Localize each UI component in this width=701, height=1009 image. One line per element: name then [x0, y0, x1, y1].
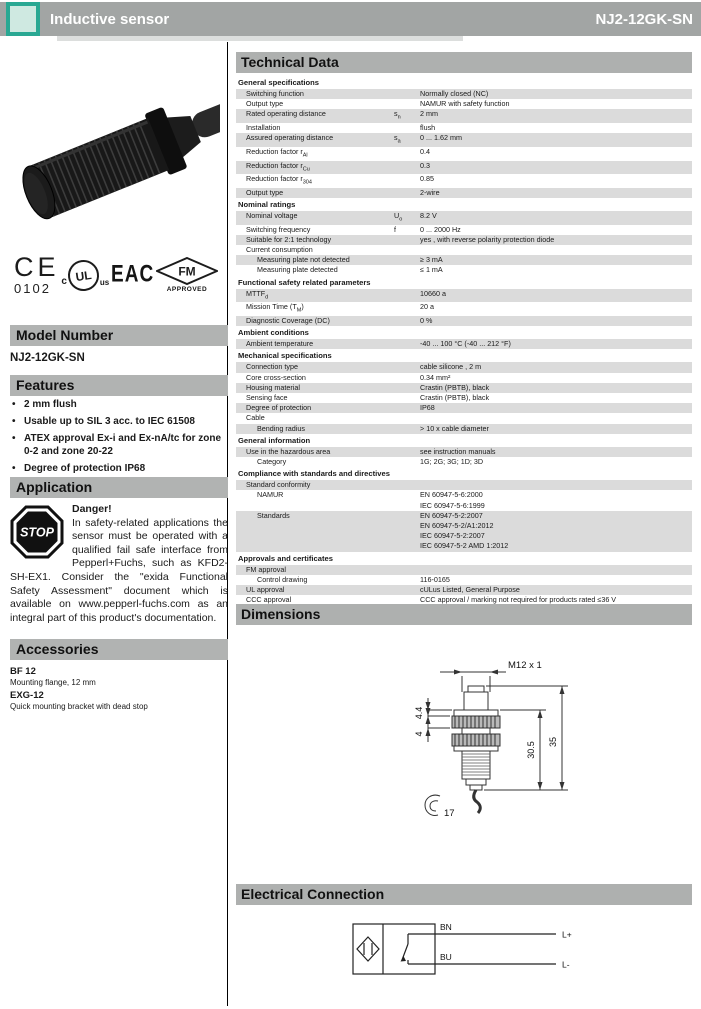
table-row [236, 255, 692, 265]
row-symbol [394, 565, 420, 575]
row-label: Reduction factor $r_{Al}$ [246, 146, 308, 159]
dim-30-5-label: 30.5 [526, 741, 536, 759]
table-row [236, 109, 692, 123]
row-label: Standards [257, 510, 290, 520]
feature-item: • ATEX approval Ex-i and Ex-nA/tc for zone 0-2 and zone 20-22 [10, 433, 228, 458]
dim-4-4-label: 4.4 [414, 706, 424, 720]
table-row [236, 373, 692, 383]
row-value [420, 123, 692, 133]
row-symbol [394, 575, 420, 585]
dim-35-label: 35 [548, 736, 558, 748]
row-label: Housing material [246, 382, 300, 392]
row-label: Installation [246, 123, 281, 133]
row-symbol [394, 457, 420, 467]
row-label: Standard conformity [246, 480, 311, 490]
row-value-line: 116-0165 [420, 574, 450, 584]
row-symbol [394, 235, 420, 245]
table-row [236, 339, 692, 349]
row-value-line: ≥ 3 mA [420, 255, 443, 265]
row-value-line: IP68 [420, 403, 435, 413]
table-row [236, 447, 692, 457]
fm-letters: FM [178, 264, 196, 279]
row-value [420, 235, 692, 245]
page-header [0, 2, 701, 36]
electrical-connection-diagram [338, 910, 618, 990]
row-value-line: yes , with reverse polarity protection diode [420, 234, 555, 244]
danger-title: Danger! [72, 503, 112, 515]
row-value [420, 289, 692, 303]
row-value-line: 0.4 [420, 146, 430, 156]
row-value-line: IEC 60947-5-2:2007 [420, 531, 485, 541]
row-value [420, 490, 692, 510]
table-row [236, 490, 692, 510]
row-value-line: cULus Listed, General Purpose [420, 585, 520, 595]
dimensions-section-header: Dimensions [236, 604, 692, 625]
row-label: Measuring plate not detected [257, 255, 350, 265]
row-value-line: Normally closed (NC) [420, 89, 489, 98]
table-group-header: Ambient conditions [238, 328, 309, 338]
row-value-line: 2 mm [420, 109, 438, 119]
row-value [420, 565, 692, 575]
table-row [236, 511, 692, 552]
ul-us-label: us [99, 277, 110, 287]
accessories-list [10, 663, 228, 711]
table-group-header: Functional safety related parameters [238, 277, 371, 287]
row-value-line: Crastin (PBTB), black [420, 382, 490, 392]
table-row [236, 235, 692, 245]
row-value-line: IEC 60947-5-6:1999 [420, 500, 485, 510]
row-value-line: 0 ... 1.62 mm [420, 133, 462, 143]
header-model-number: NJ2-12GK-SN [595, 10, 693, 28]
row-value [420, 403, 692, 413]
stop-icon-label: STOP [20, 525, 54, 540]
table-row [236, 585, 692, 595]
row-value [420, 511, 692, 552]
accessories-section-header: Accessories [10, 639, 228, 660]
table-row [236, 174, 692, 188]
table-row [236, 393, 692, 403]
row-value-line: 0 ... 2000 Hz [420, 224, 461, 234]
table-row [236, 316, 692, 326]
row-label: Ambient temperature [246, 339, 314, 349]
ce-notified-body-code: 0102 [14, 281, 51, 296]
row-label: Output type [246, 187, 284, 197]
row-label: Mission Time $(T_M)$ [246, 302, 304, 314]
row-symbol [394, 316, 420, 326]
certification-logos [14, 246, 218, 304]
row-label: Bending radius [257, 423, 305, 433]
row-symbol [394, 174, 420, 188]
wire-bn-label: BN [440, 922, 452, 932]
table-row [236, 424, 692, 434]
row-value-line: -40 ... 100 °C (-40 ... 212 °F) [420, 339, 511, 349]
row-symbol [394, 585, 420, 595]
terminal-lplus-label: L+ [562, 929, 572, 940]
table-row [236, 147, 692, 161]
model-number-value: NJ2-12GK-SN [10, 352, 85, 364]
row-value [420, 339, 692, 349]
row-value-line: 8.2 V [420, 211, 437, 221]
fm-diamond-icon [156, 257, 218, 285]
table-row [236, 413, 692, 423]
row-symbol [394, 161, 420, 175]
row-value [420, 413, 692, 423]
row-symbol [394, 289, 420, 303]
row-symbol: $s_a$ [394, 133, 401, 145]
row-symbol [394, 413, 420, 423]
table-row [236, 265, 692, 275]
row-label: Switching function [246, 89, 304, 98]
row-symbol [394, 339, 420, 349]
accessory-description: Quick mounting bracket with dead stop [10, 702, 148, 711]
row-label: Connection type [246, 362, 298, 372]
row-value-line: EN 60947-5-2/A1:2012 [420, 521, 494, 530]
row-symbol [394, 403, 420, 413]
namur-sensor-symbol [357, 937, 379, 961]
row-value [420, 89, 692, 99]
row-symbol [394, 362, 420, 372]
row-value [420, 424, 692, 434]
row-value [420, 161, 692, 175]
row-value-line: 20 a [420, 302, 434, 312]
table-group-header: Mechanical specifications [238, 351, 332, 361]
row-label: Diagnostic Coverage (DC) [246, 315, 330, 325]
row-symbol [394, 255, 420, 265]
accessory-description: Mounting flange, 12 mm [10, 678, 96, 687]
wire-bu-label: BU [440, 952, 452, 962]
feature-item: • 2 mm flush [10, 399, 228, 412]
row-symbol [394, 490, 420, 510]
dim-4-label: 4 [414, 731, 424, 737]
header-shadow-strip [57, 36, 463, 41]
row-value-line: flush [420, 123, 436, 133]
ul-c-label: c [61, 275, 67, 287]
row-label: FM approval [246, 564, 286, 574]
row-value-line: > 10 x cable diameter [420, 423, 489, 433]
row-value-line: cable silicone , 2 m [420, 362, 482, 372]
fm-mark [156, 257, 218, 293]
table-row [236, 575, 692, 585]
table-row [236, 457, 692, 467]
table-group-header: Approvals and certificates [238, 553, 333, 563]
row-label: Current consumption [246, 245, 313, 255]
row-value-line: Crastin (PBTB), black [420, 392, 490, 402]
row-value [420, 99, 692, 109]
ul-mark [61, 260, 109, 291]
row-value [420, 362, 692, 372]
row-label: Suitable for 2:1 technology [246, 234, 332, 244]
row-value-line: NAMUR with safety function [420, 99, 510, 109]
technical-data-section-header: Technical Data [236, 52, 692, 73]
row-value-line: 0 % [420, 315, 433, 325]
table-row [236, 565, 692, 575]
application-text: In safety-related applications the sensor must be operated with a qualified fail safe interface from Pepperl+Fuchs, such as KFD2-SH-EX1. Consider the "exida Functional Safety Assessment" document which is available on www.pepperl-fuchs.com as an integral part of this product's documentation. [10, 516, 228, 624]
table-row [236, 289, 692, 303]
row-symbol [394, 188, 420, 198]
row-value [420, 147, 692, 161]
row-value [420, 109, 692, 123]
table-group-header: Nominal ratings [238, 200, 296, 210]
features-list [10, 399, 228, 480]
ce-mark-letters: CE [14, 252, 60, 282]
row-symbol [394, 393, 420, 403]
row-value-line: 2-wire [420, 187, 440, 197]
row-symbol [394, 480, 420, 490]
stop-icon [10, 505, 64, 559]
row-label: Use in the hazardous area [246, 446, 331, 456]
row-value-line: 1G; 2G; 3G; 1D; 3D [420, 456, 484, 466]
row-label: $MTTF_d$ [246, 288, 269, 301]
table-row [236, 403, 692, 413]
row-value [420, 457, 692, 467]
row-label: Reduction factor $r_{Cu}$ [246, 160, 310, 172]
row-symbol [394, 265, 420, 275]
row-value [420, 373, 692, 383]
row-label: Measuring plate detected [257, 265, 338, 275]
row-label: Assured operating distance [246, 133, 334, 143]
electrical-connection-section-header: Electrical Connection [236, 884, 692, 905]
row-value-line: CCC approval / marking not required for products rated ≤36 V [420, 595, 617, 605]
row-symbol: $s_n$ [394, 109, 401, 121]
feature-item: • Usable up to SIL 3 acc. to IEC 61508 [10, 416, 228, 429]
application-danger-note [10, 503, 228, 625]
table-row [236, 188, 692, 198]
row-value [420, 188, 692, 198]
row-label: UL approval [246, 585, 285, 595]
row-label: Cable [246, 413, 265, 423]
dim-thread-label: M12 x 1 [508, 660, 542, 671]
row-value [420, 174, 692, 188]
row-value [420, 211, 692, 225]
row-value-line: 0.34 mm² [420, 372, 451, 382]
terminal-lminus-label: L- [562, 959, 570, 970]
row-label: Category [257, 456, 287, 466]
row-label: Nominal voltage [246, 211, 298, 221]
row-value-line: EN 60947-5-2:2007 [420, 510, 483, 520]
application-section-header: Application [10, 477, 228, 498]
table-group-header: Compliance with standards and directives [238, 469, 390, 479]
row-label: NAMUR [257, 490, 284, 500]
table-row [236, 133, 692, 147]
technical-data-table [236, 76, 692, 605]
eac-mark: EAC [111, 261, 155, 288]
table-row [236, 480, 692, 490]
row-label: Control drawing [257, 574, 308, 584]
row-symbol [394, 511, 420, 552]
row-symbol [394, 147, 420, 161]
product-photo [10, 44, 220, 240]
row-value-line: 0.85 [420, 174, 434, 184]
row-symbol [394, 424, 420, 434]
row-symbol [394, 302, 420, 316]
dimension-drawing [388, 650, 632, 850]
row-symbol [394, 245, 420, 255]
row-value [420, 302, 692, 316]
table-row [236, 302, 692, 316]
table-row [236, 362, 692, 372]
row-value-line: EN 60947-5-6:2000 [420, 490, 483, 500]
row-label: Core cross-section [246, 372, 306, 382]
ce-mark [14, 254, 60, 296]
row-label: Sensing face [246, 392, 288, 402]
table-row [236, 161, 692, 175]
row-symbol [394, 99, 420, 109]
row-value-line: ≤ 1 mA [420, 265, 443, 275]
row-symbol [394, 123, 420, 133]
row-value [420, 265, 692, 275]
row-label: Degree of protection [246, 403, 312, 413]
row-value [420, 447, 692, 457]
brand-square-icon [6, 2, 40, 36]
table-row [236, 211, 692, 225]
ul-circle-icon [66, 257, 101, 292]
table-group-header: General information [238, 435, 311, 445]
accessory-name: EXG-12 [10, 690, 44, 701]
row-value [420, 133, 692, 147]
table-row [236, 99, 692, 109]
accessory-name: BF 12 [10, 666, 36, 677]
table-row [236, 123, 692, 133]
row-label: Output type [246, 99, 284, 109]
row-value [420, 316, 692, 326]
row-value [420, 383, 692, 393]
row-symbol [394, 383, 420, 393]
table-row [236, 245, 692, 255]
features-section-header: Features [10, 375, 228, 396]
table-group-header: General specifications [238, 78, 320, 87]
feature-item: • Degree of protection IP68 [10, 463, 228, 476]
row-value [420, 245, 692, 255]
row-value [420, 575, 692, 585]
model-number-section-header: Model Number [10, 325, 228, 346]
row-symbol [394, 447, 420, 457]
table-row [236, 225, 692, 235]
row-value [420, 255, 692, 265]
ul-letters: UL [74, 266, 93, 284]
row-label: Reduction factor $r_{304}$ [246, 174, 312, 186]
row-value-line: 0.3 [420, 160, 430, 170]
row-label: Switching frequency [246, 224, 311, 234]
row-symbol [394, 89, 420, 99]
row-value-line: IEC 60947-5-2 AMD 1:2012 [420, 541, 509, 551]
row-value-line: 10660 a [420, 288, 446, 298]
wrench-icon [425, 795, 440, 815]
row-value [420, 225, 692, 235]
row-value-line: see instruction manuals [420, 446, 496, 456]
row-symbol [394, 373, 420, 383]
row-symbol: $U_o$ [394, 211, 403, 223]
fm-approved-label: APPROVED [166, 286, 208, 293]
row-label: CCC approval [246, 595, 292, 605]
dim-wrench-label: 17 [444, 808, 455, 819]
row-value [420, 393, 692, 403]
table-row [236, 383, 692, 393]
page-title: Inductive sensor [50, 10, 170, 28]
row-symbol: f [394, 224, 396, 234]
row-value [420, 585, 692, 595]
row-label: Rated operating distance [246, 109, 326, 119]
row-value [420, 480, 692, 490]
table-row [236, 89, 692, 99]
